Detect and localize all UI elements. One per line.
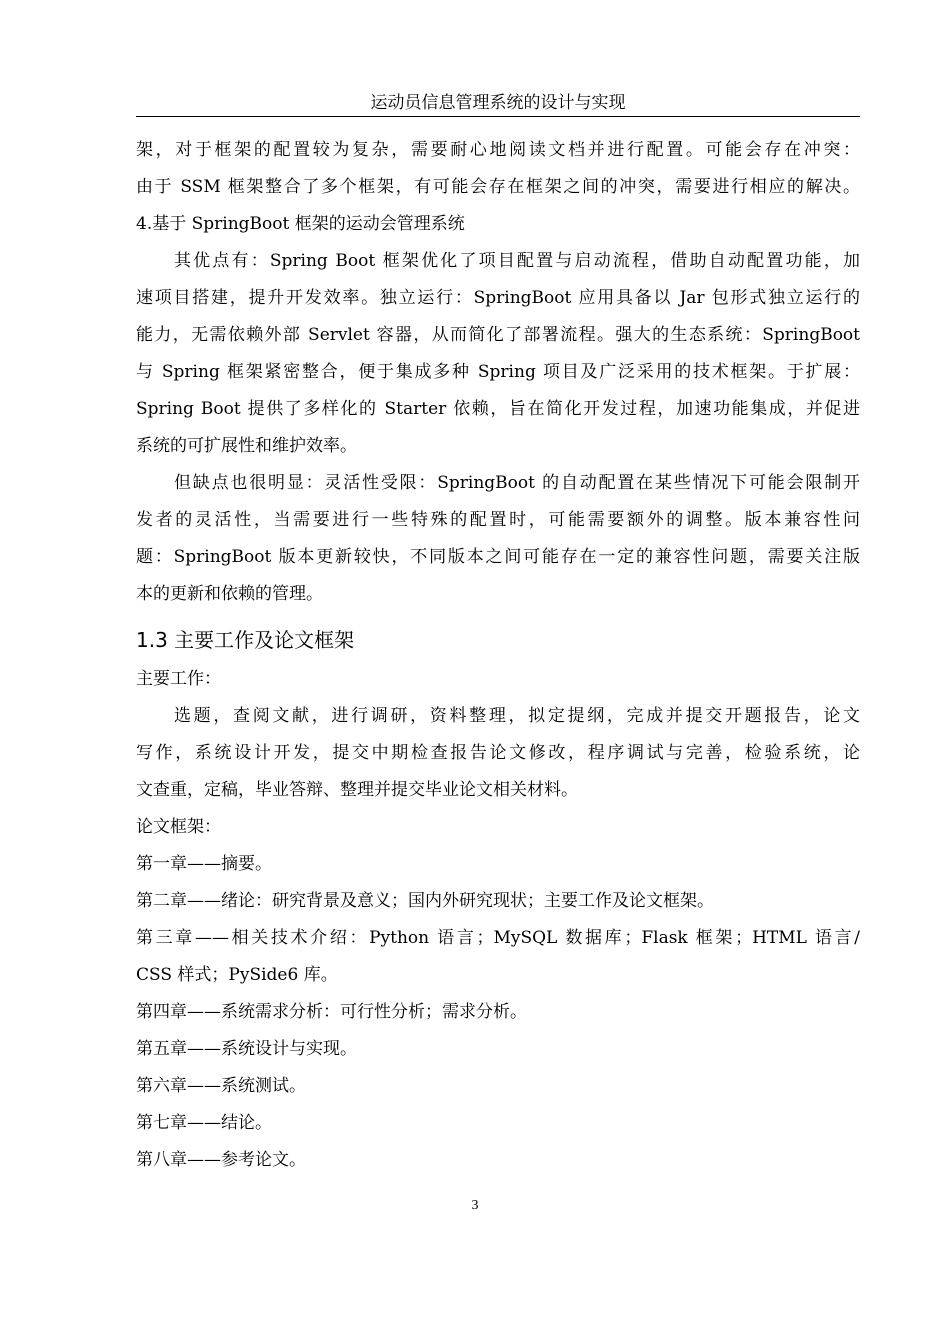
chapter-item: 第六章——系统测试。	[136, 1076, 306, 1096]
text-line: 但缺点也很明显：灵活性受限：SpringBoot 的自动配置在某些情况下可能会限制开	[174, 473, 860, 493]
chapter-item: 第七章——结论。	[136, 1113, 272, 1133]
chapter-item: 第四章——系统需求分析：可行性分析；需求分析。	[136, 1002, 527, 1022]
text-line: Spring Boot 提供了多样化的 Starter 依赖，旨在简化开发过程，加速功能集成，并促进	[136, 399, 860, 419]
chapter-item: 第一章——摘要。	[136, 854, 272, 874]
text-line: 架，对于框架的配置较为复杂，需要耐心地阅读文档并进行配置。可能会存在冲突：	[136, 140, 860, 160]
paragraph-advantages	[136, 243, 860, 465]
text-line: 本的更新和依赖的管理。	[136, 584, 323, 604]
text-line: 发者的灵活性，当需要进行一些特殊的配置时，可能需要额外的调整。版本兼容性问	[136, 510, 860, 530]
text-line: 文查重，定稿，毕业答辩、整理并提交毕业论文相关材料。	[136, 780, 578, 800]
running-header-title: 运动员信息管理系统的设计与实现	[370, 93, 626, 113]
text-line: 速项目搭建，提升开发效率。独立运行：SpringBoot 应用具备以 Jar 包形式独立运行的	[136, 288, 860, 308]
section-heading: 1.3 主要工作及论文框架	[136, 628, 355, 652]
chapter-item: 第三章——相关技术介绍：Python 语言；MySQL 数据库；Flask 框架；HTML 语言/	[136, 928, 860, 948]
chapter-list	[136, 846, 860, 1179]
chapter-item: 第二章——绪论：研究背景及意义；国内外研究现状；主要工作及论文框架。	[136, 891, 714, 911]
paragraph-disadvantages	[136, 465, 860, 613]
paragraph-main-work	[136, 698, 860, 809]
chapter-item: 第八章——参考论文。	[136, 1150, 306, 1170]
text-line: 由于 SSM 框架整合了多个框架，有可能会存在框架之间的冲突，需要进行相应的解决。	[136, 177, 860, 197]
text-line: 系统的可扩展性和维护效率。	[136, 436, 357, 456]
text-line: 题：SpringBoot 版本更新较快，不同版本之间可能存在一定的兼容性问题，需要关注版	[136, 547, 860, 567]
chapter-item: 第五章——系统设计与实现。	[136, 1039, 357, 1059]
running-header	[136, 90, 860, 117]
page-body	[136, 132, 860, 1179]
text-line: 选题，查阅文献，进行调研，资料整理，拟定提纲，完成并提交开题报告，论文	[174, 706, 860, 726]
list-item-title: 4.基于 SpringBoot 框架的运动会管理系统	[136, 214, 465, 234]
text-line: 能力，无需依赖外部 Servlet 容器，从而简化了部署流程。强大的生态系统：SpringBoot	[136, 325, 860, 345]
chapter-item-continued: CSS 样式；PySide6 库。	[136, 965, 338, 985]
text-line: 其优点有：Spring Boot 框架优化了项目配置与启动流程，借助自动配置功能，加	[174, 251, 860, 271]
text-line: 写作，系统设计开发，提交中期检查报告论文修改，程序调试与完善，检验系统，论	[136, 743, 860, 763]
text-line: 与 Spring 框架紧密整合，便于集成多种 Spring 项目及广泛采用的技术框架。于扩展：	[136, 362, 860, 382]
page-number: 3	[471, 1198, 479, 1213]
paragraph-ssm-continued	[136, 132, 860, 206]
framework-label: 论文框架：	[136, 817, 221, 837]
main-work-label: 主要工作：	[136, 669, 221, 689]
